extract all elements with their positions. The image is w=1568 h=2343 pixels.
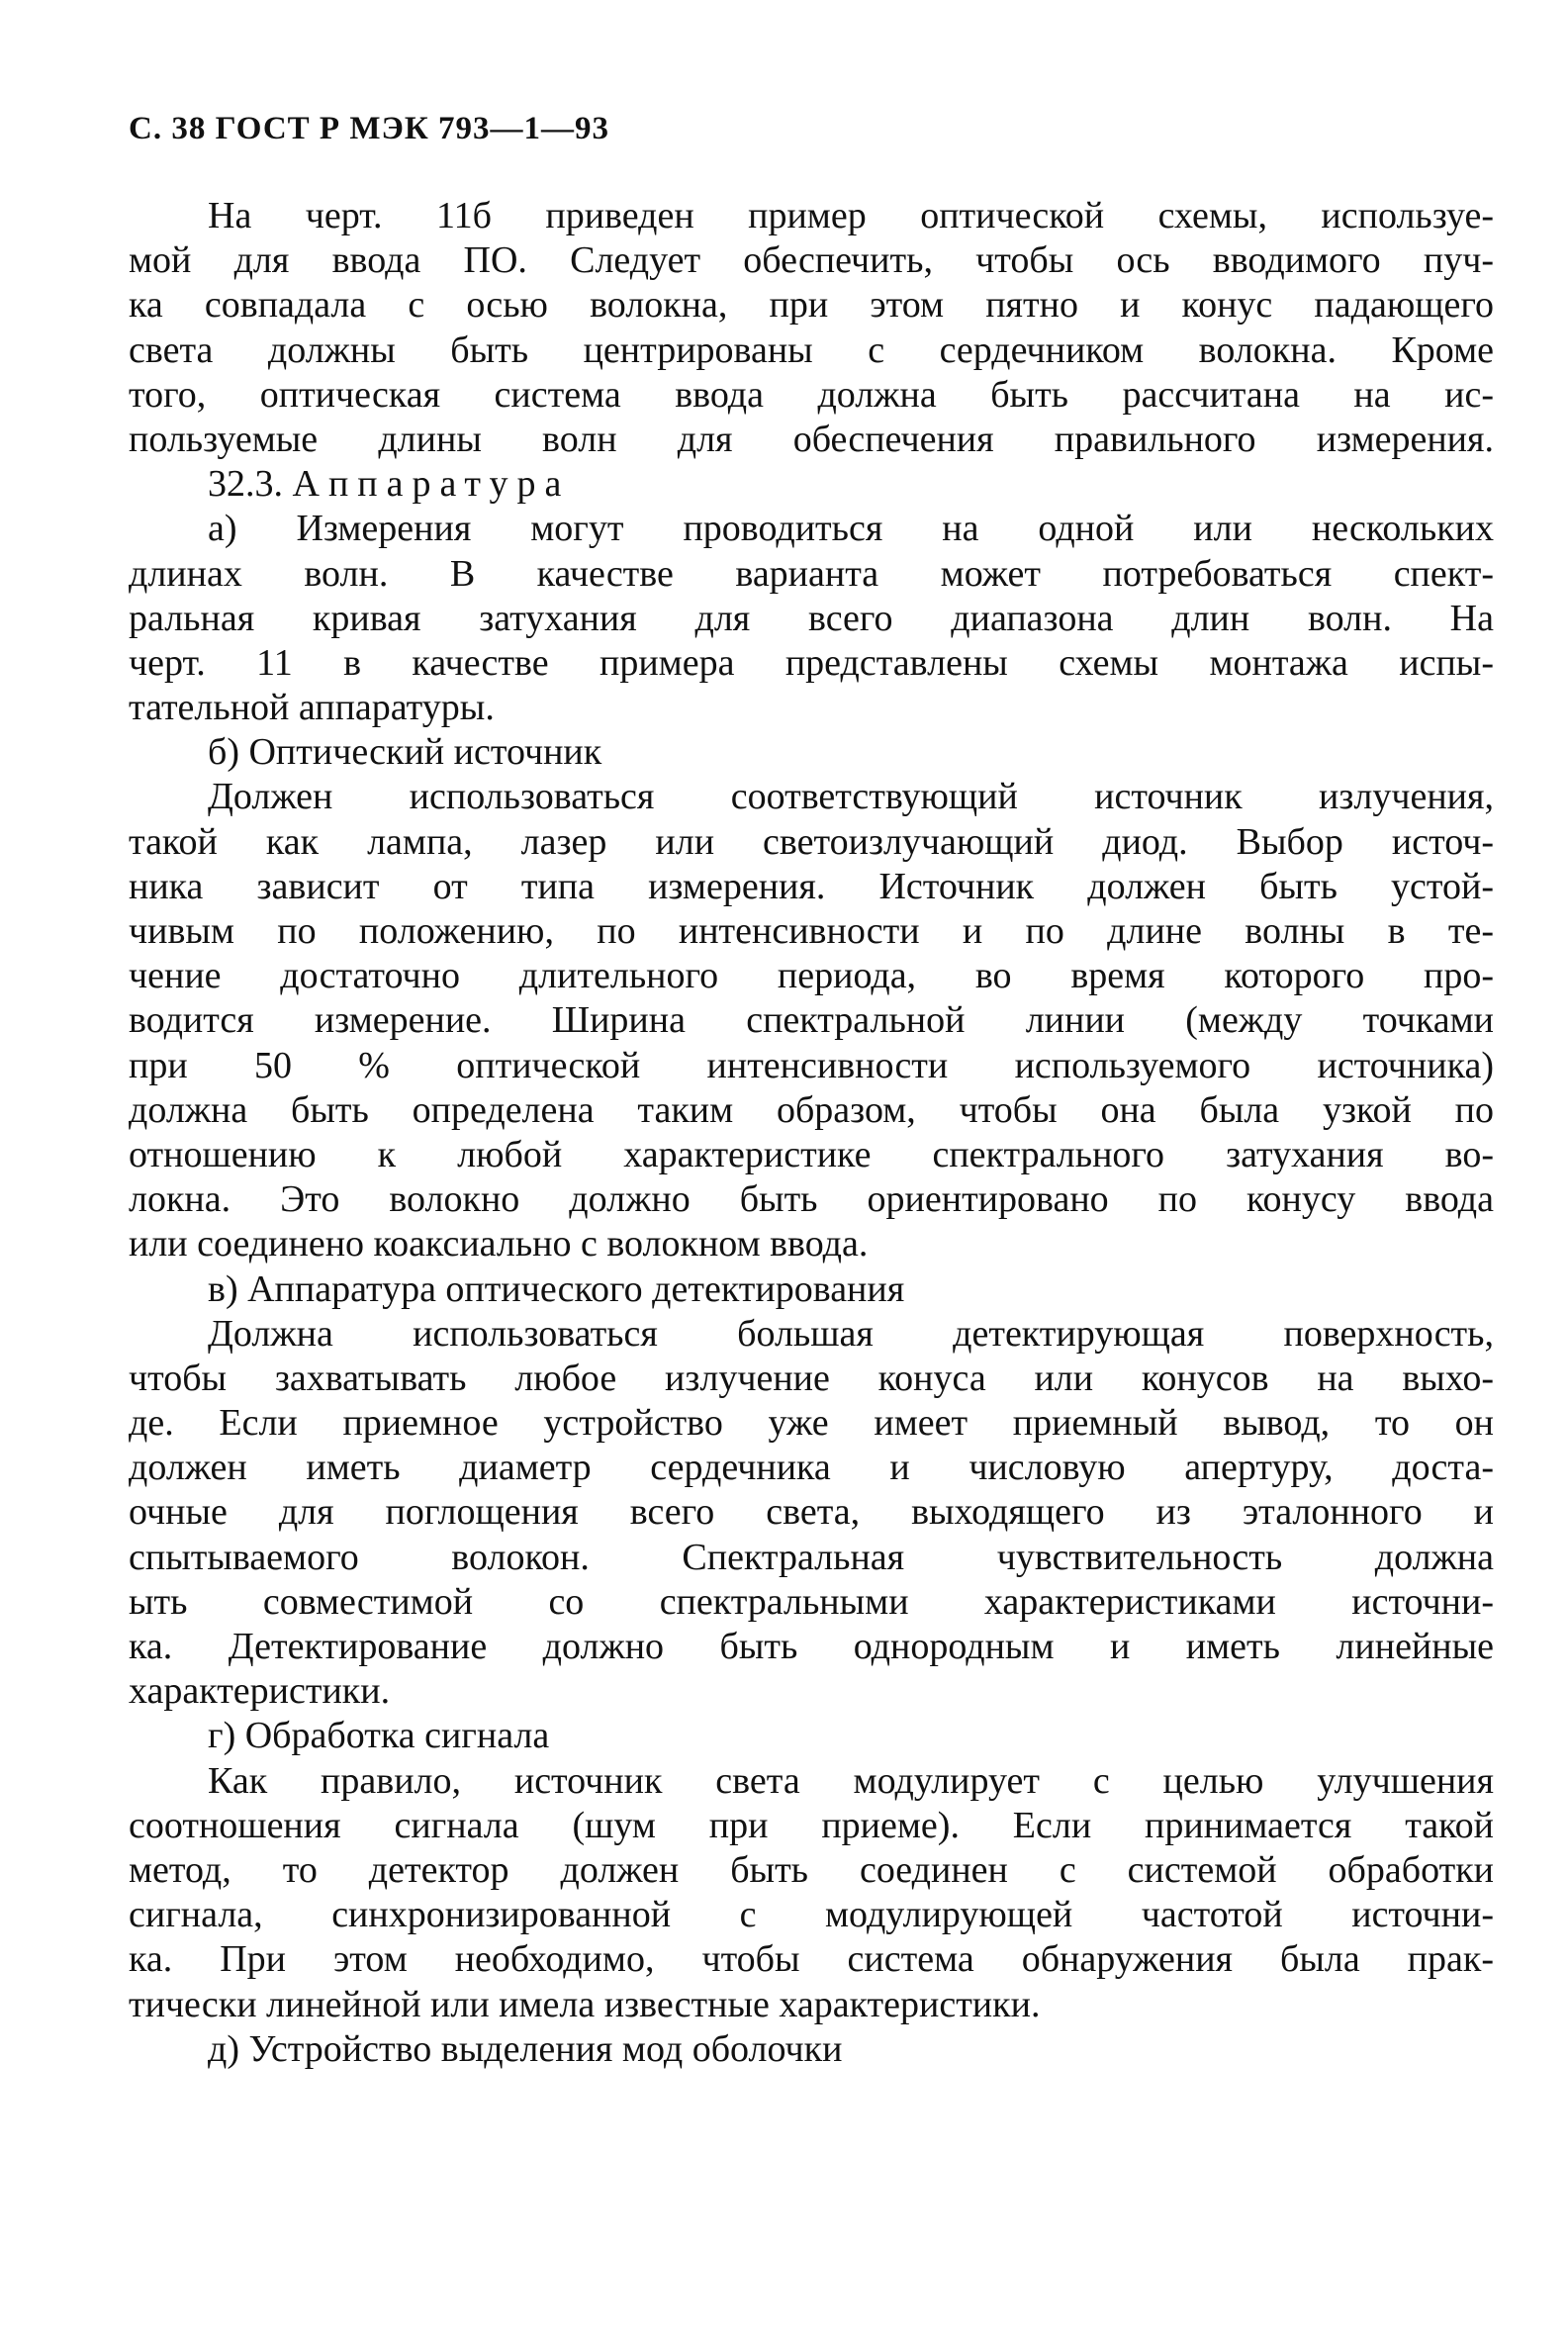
page-header: С. 38 ГОСТ Р МЭК 793—1—93: [129, 111, 610, 146]
text-line: тательной аппаратуры.: [129, 687, 495, 729]
text-line: ка совпадала с осью волокна, при этом пятно и конус падающего: [129, 284, 1494, 327]
text-line: такой как лампа, лазер или светоизлучающий диод. Выбор источ-: [129, 820, 1494, 863]
text-line: ка. Детектирование должно быть однородным и иметь линейные: [129, 1626, 1494, 1667]
section-title: Аппаратура: [292, 463, 571, 506]
body-text: [129, 194, 1494, 2072]
text-line: при 50 % оптической интенсивности используемого источника): [129, 1044, 1494, 1086]
text-line: характеристики.: [129, 1670, 391, 1713]
section-heading: [129, 462, 1494, 507]
text-line: Должна использоваться большая детектирующая поверхность,: [208, 1312, 1494, 1355]
text-line: должна быть определена таким образом, чтобы она была узкой по: [129, 1088, 1494, 1131]
text-line: ка. При этом необходимо, чтобы система обнаружения была прак-: [129, 1938, 1494, 1981]
subsection-heading: д) Устройство выделения мод оболочки: [208, 2027, 843, 2070]
text-line: ральная кривая затухания для всего диапазона длин волн. На: [129, 597, 1494, 639]
text-line: отношению к любой характеристике спектрального затухания во-: [129, 1133, 1494, 1175]
text-line: мой для ввода ПО. Следует обеспечить, чтобы ось вводимого пуч-: [129, 239, 1494, 282]
subsection-heading: г) Обработка сигнала: [208, 1715, 550, 1757]
text-line: метод, то детектор должен быть соединен с системой обработки: [129, 1848, 1494, 1891]
text-line: де. Если приемное устройство уже имеет приемный вывод, то он: [129, 1402, 1494, 1445]
text-line: сигнала, синхронизированной с модулирующей частотой источни-: [129, 1894, 1494, 1936]
text-line: чивым по положению, по интенсивности и по длине волны в те-: [129, 910, 1494, 952]
text-line: Как правило, источник света модулирует с целью улучшения: [208, 1759, 1494, 1802]
subsection-heading: в) Аппаратура оптического детектирования: [208, 1267, 905, 1310]
text-line: Должен использоваться соответствующий источник излучения,: [208, 776, 1494, 818]
text-line: черт. 11 в качестве примера представлены схемы монтажа испы-: [129, 641, 1494, 684]
text-line: ыть совместимой со спектральными характеристиками источни-: [129, 1580, 1494, 1623]
subsection-heading: б) Оптический источник: [208, 731, 602, 774]
text-line: или соединено коаксиально с волокном ввода.: [129, 1223, 869, 1265]
text-line: должен иметь диаметр сердечника и числовую апертуру, доста-: [129, 1447, 1494, 1489]
text-line: водится измерение. Ширина спектральной линии (между точками: [129, 999, 1494, 1042]
text-line: На черт. 11б приведен пример оптической схемы, используе-: [208, 195, 1494, 236]
text-line: чтобы захватывать любое излучение конуса или конусов на выхо-: [129, 1357, 1494, 1399]
text-line: пользуемые длины волн для обеспечения правильного измерения.: [129, 418, 1494, 460]
text-line: длинах волн. В качестве варианта может потребоваться спект-: [129, 552, 1494, 595]
text-line: соотношения сигнала (шум при приеме). Если принимается такой: [129, 1804, 1494, 1846]
text-line: того, оптическая система ввода должна быть рассчитана на ис-: [129, 373, 1494, 416]
text-line: а) Измерения могут проводиться на одной или нескольких: [208, 508, 1494, 550]
text-line: спытываемого волокон. Спектральная чувствительность должна: [129, 1536, 1494, 1578]
text-line: очные для поглощения всего света, выходящего из эталонного и: [129, 1491, 1494, 1534]
text-line: тически линейной или имела известные характеристики.: [129, 1983, 1041, 2025]
text-line: локна. Это волокно должно быть ориентировано по конусу ввода: [129, 1178, 1494, 1221]
text-line: ника зависит от типа измерения. Источник должен быть устой-: [129, 865, 1494, 907]
text-line: чение достаточно длительного периода, во время которого про-: [129, 955, 1494, 997]
section-number: 32.3.: [208, 463, 283, 506]
text-line: света должны быть центрированы с сердечником волокна. Кроме: [129, 328, 1494, 371]
